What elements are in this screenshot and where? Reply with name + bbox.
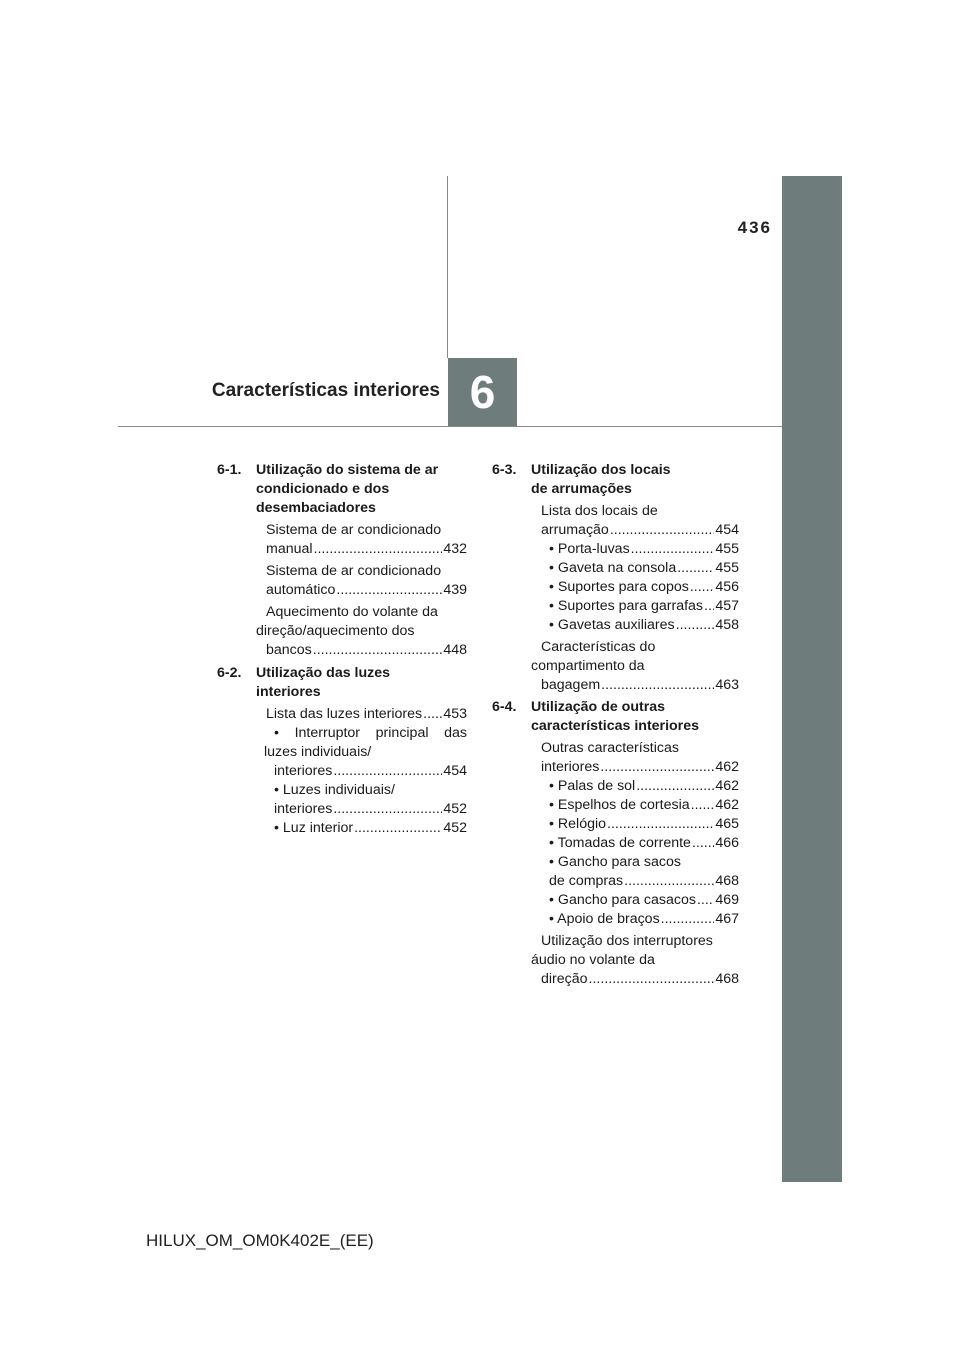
page-ref: 462 (715, 797, 739, 813)
chapter-side-tab (782, 176, 842, 1182)
page-ref: 454 (443, 763, 467, 779)
page-ref: 463 (715, 677, 739, 693)
section-number: 6-2. (217, 665, 242, 681)
section-title[interactable]: Utilização do sistema de ar condicionado e dos desembaciadores (256, 462, 439, 516)
toc-column-right (492, 461, 739, 992)
toc-entry[interactable]: Características do compartimento da bagagem ..... 463 (531, 638, 739, 695)
page-ref: 452 (443, 801, 467, 817)
page-ref: 456 (715, 579, 739, 595)
chapter-number-box: 6 (448, 358, 517, 426)
toc-subentry[interactable]: • Gancho para sacos de compras ..... 468 (539, 853, 739, 891)
toc-entry[interactable]: Utilização dos interruptores áudio no volante da direção ..... 468 (531, 932, 739, 989)
toc-section-6-4 (492, 698, 739, 989)
toc-subentry[interactable]: • Palas de sol ..... 462 (539, 777, 739, 796)
section-title[interactable]: Utilização dos locais de arrumações (531, 462, 671, 497)
section-title[interactable]: Utilização de outras características interiores (531, 699, 699, 734)
page-ref: 465 (715, 816, 739, 832)
page-ref: 466 (715, 835, 739, 851)
toc-subentry[interactable]: • Apoio de braços ..... 467 (539, 910, 739, 929)
page-ref: 462 (715, 778, 739, 794)
page-ref: 462 (715, 759, 739, 775)
toc-section-6-1 (217, 461, 467, 660)
page-number: 436 (737, 218, 772, 237)
page-ref: 452 (443, 820, 467, 836)
page-ref: 457 (715, 598, 739, 614)
toc-subentry[interactable]: • Gaveta na consola ..... 455 (539, 559, 739, 578)
toc-entry[interactable]: Aquecimento do volante da direção/aquecimento dos bancos ..... 448 (256, 603, 467, 660)
toc-section-6-3 (492, 461, 739, 695)
toc-entry[interactable]: Lista das luzes interiores ..... 453 (256, 705, 467, 724)
section-number: 6-4. (492, 699, 517, 715)
toc-subentry[interactable]: • Suportes para garrafas ..... 457 (539, 597, 739, 616)
page-ref: 439 (443, 582, 467, 598)
page-ref: 448 (443, 642, 467, 658)
page-ref: 469 (715, 892, 739, 908)
toc-entry[interactable]: Outras características interiores ..... 462 (531, 739, 739, 777)
header-horizontal-rule (118, 426, 782, 427)
page-ref: 468 (715, 971, 739, 987)
header-vertical-rule (447, 176, 448, 358)
toc-subentry[interactable]: • Relógio ..... 465 (539, 815, 739, 834)
toc-subentry[interactable]: • Gavetas auxiliares ..... 458 (539, 616, 739, 635)
section-number: 6-3. (492, 462, 517, 478)
page-ref: 455 (715, 560, 739, 576)
page-ref: 453 (443, 706, 467, 722)
toc-entry[interactable]: Sistema de ar condicionado automático ..... 439 (256, 562, 467, 600)
page-ref: 455 (715, 541, 739, 557)
chapter-title: Características interiores (211, 380, 440, 401)
toc-subentry[interactable]: • Luzes individuais/ interiores ..... 452 (264, 781, 467, 819)
toc-entry[interactable]: Lista dos locais de arrumação ..... 454 (531, 502, 739, 540)
toc-subentry[interactable]: • Suportes para copos ..... 456 (539, 578, 739, 597)
toc-section-6-2 (217, 664, 467, 838)
toc-subentry[interactable]: • Tomadas de corrente ..... 466 (539, 834, 739, 853)
page-ref: 432 (443, 541, 467, 557)
document-code: HILUX_OM_OM0K402E_(EE) (146, 1231, 374, 1250)
page-ref: 467 (715, 911, 739, 927)
toc-subentry[interactable]: • Luz interior ..... 452 (264, 819, 467, 838)
toc-subentry[interactable]: • Espelhos de cortesia ..... 462 (539, 796, 739, 815)
toc-subentry[interactable]: • Porta-luvas ..... 455 (539, 540, 739, 559)
section-title[interactable]: Utilização das luzes interiores (256, 665, 391, 700)
page-ref: 454 (715, 522, 739, 538)
toc-entry[interactable]: Sistema de ar condicionado manual ..... 432 (256, 521, 467, 559)
section-number: 6-1. (217, 462, 242, 478)
toc-subentry[interactable]: • Interruptor principal das luzes individuais/ interiores ..... 454 (264, 724, 467, 781)
page-ref: 458 (715, 617, 739, 633)
toc-column-left (217, 461, 467, 839)
toc-subentry[interactable]: • Gancho para casacos ..... 469 (539, 891, 739, 910)
page-ref: 468 (715, 873, 739, 889)
